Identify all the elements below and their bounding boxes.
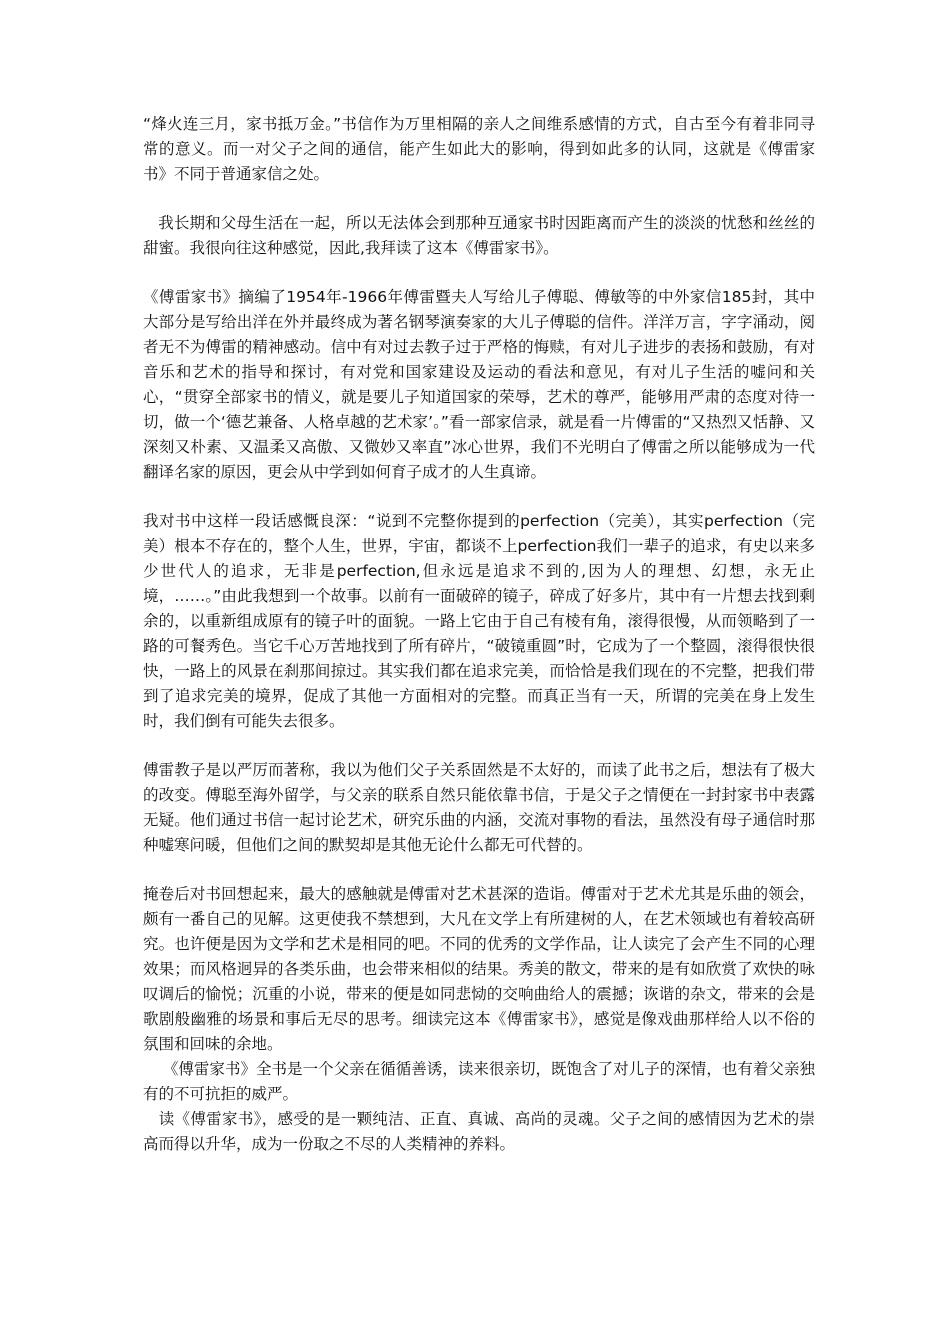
document-body xyxy=(143,112,815,1157)
paragraph-5: 傅雷教子是以严厉而著称，我以为他们父子关系固然是不太好的，而读了此书之后，想法有了极大的改变。傅聪至海外留学，与父亲的联系自然只能依靠书信，于是父子之情便在一封封家书中表露无疑。他们通过书信一起讨论艺术，研究乐曲的内涵，交流对事物的看法，虽然没有母子通信时那种嘘寒问暖，但他们之间的默契却是其他无论什么都无可代替的。 xyxy=(143,761,815,854)
paragraph-6: 掩卷后对书回想起来，最大的感触就是傅雷对艺术甚深的造诣。傅雷对于艺术尤其是乐曲的领会，颇有一番自己的见解。这更使我不禁想到，大凡在文学上有所建树的人，在艺术领域也有着较高研究。也许便是因为文学和艺术是相同的吧。不同的优秀的文学作品，让人读完了会产生不同的心理效果；而风格迥异的各类乐曲，也会带来相似的结果。秀美的散文，带来的是有如欣赏了欢快的咏叹调后的愉悦；沉重的小说，带来的便是如同悲恸的交响曲给人的震撼；诙谐的杂文，带来的会是歌剧般幽雅的场景和事后无尽的思考。细读完这本《傅雷家书》，感觉是像戏曲那样给人以不俗的氛围和回味的余地。 xyxy=(143,885,815,1053)
paragraph-4: 我对书中这样一段话感慨良深：“说到不完整你提到的perfection（完美），其实perfection（完美）根本不存在的，整个人生，世界，宇宙，都谈不上perfection我们一辈子的追求，有史以来多少世代人的追求，无非是perfection,但永远是追求不到的,因为人的理想、幻想，永无止境，……。”由此我想到一个故事。以前有一面破碎的镜子，碎成了好多片，其中有一片想去找到剩余的，以重新组成原有的镜子叶的面貌。一路上它由于自己有棱有角，滚得很慢，从而领略到了一路的可餐秀色。当它千心万苦地找到了所有碎片，“破镜重圆”时，它成为了一个整圆，滚得很快很快，一路上的风景在刹那间掠过。其实我们都在追求完美，而恰恰是我们现在的不完整，把我们带到了追求完美的境界，促成了其他一方面相对的完整。而真正当有一天，所谓的完美在身上发生时，我们倒有可能失去很多。 xyxy=(143,512,815,730)
paragraph-2: 我长期和父母生活在一起，所以无法体会到那种互通家书时因距离而产生的淡淡的忧愁和丝丝的甜蜜。我很向往这种感觉，因此,我拜读了这本《傅雷家书》。 xyxy=(143,214,816,257)
paragraph-1: “烽火连三月，家书抵万金。”书信作为万里相隔的亲人之间维系感情的方式，自古至今有着非同寻常的意义。而一对父子之间的通信，能产生如此大的影响，得到如此多的认同，这就是《傅雷家书》不同于普通家信之处。 xyxy=(143,115,815,183)
paragraph-3: 《傅雷家书》摘编了1954年-1966年傅雷暨夫人写给儿子傅聪、傅敏等的中外家信185封，其中大部分是写给出洋在外并最终成为著名钢琴演奏家的大儿子傅聪的信件。洋洋万言，字字涌动，阅者无不为傅雷的精神感动。信中有对过去教子过于严格的悔赎，有对儿子进步的表扬和鼓励，有对音乐和艺术的指导和探讨，有对党和国家建设及运动的看法和意见，有对儿子生活的嘘问和关心，“贯穿全部家书的情义，就是要儿子知道国家的荣辱，艺术的尊严，能够用严肃的态度对待一切，做一个‘德艺兼备、人格卓越的艺术家’。”看一部家信录，就是看一片傅雷的“又热烈又恬静、又深刻又朴素、又温柔又高傲、又微妙又率直”冰心世界，我们不光明白了傅雷之所以能够成为一代翻译名家的原因，更会从中学到如何育子成才的人生真谛。 xyxy=(143,288,815,481)
paragraph-8: 读《傅雷家书》，感受的是一颗纯洁、正直、真诚、高尚的灵魂。父子之间的感情因为艺术的崇高而得以升华，成为一份取之不尽的人类精神的养料。 xyxy=(143,1110,815,1153)
paragraph-7: 《傅雷家书》全书是一个父亲在循循善诱，读来很亲切，既饱含了对儿子的深情，也有着父亲独有的不可抗拒的威严。 xyxy=(143,1060,815,1103)
